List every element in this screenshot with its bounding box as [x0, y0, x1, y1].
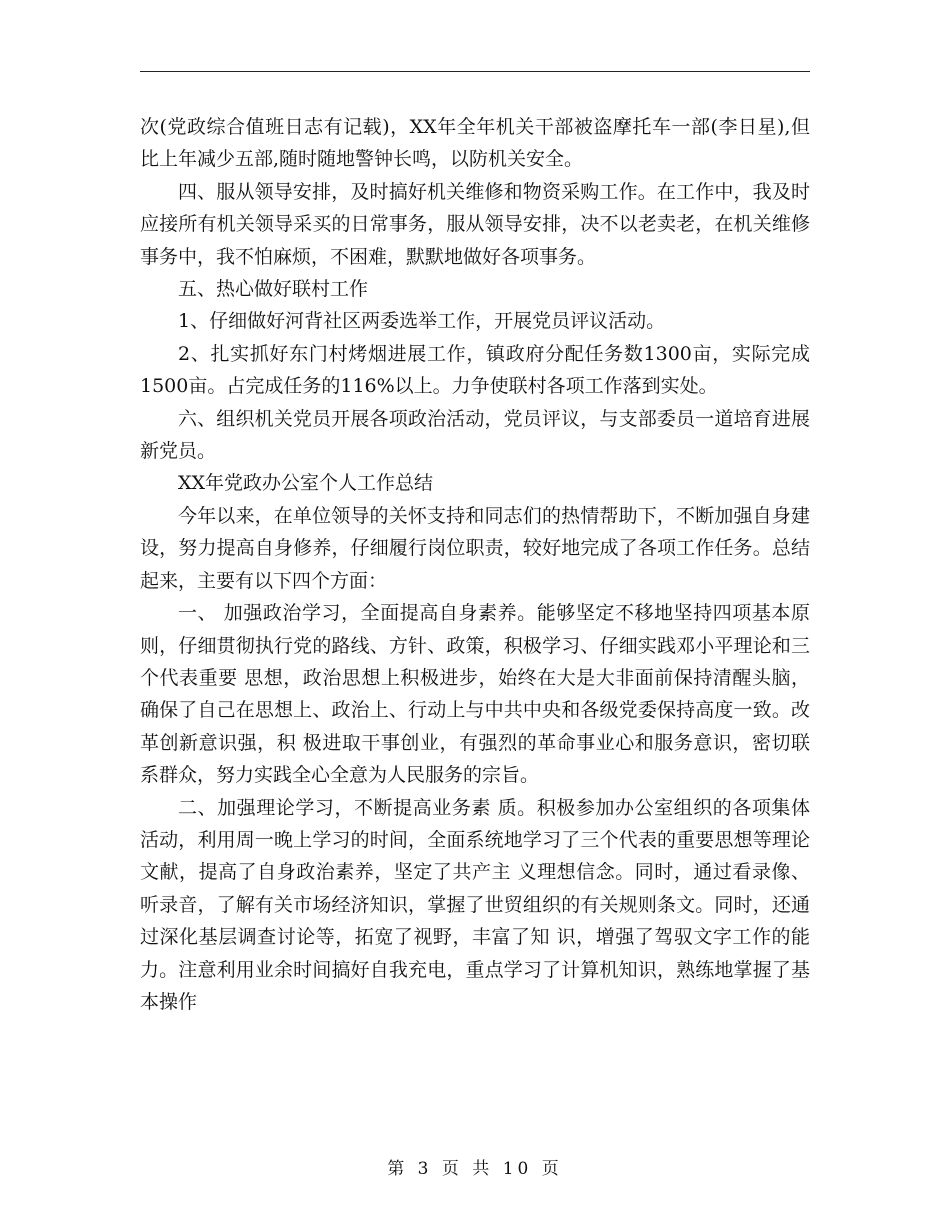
paragraph: 二、加强理论学习，不断提高业务素 质。积极参加办公室组织的各项集体活动，利用周一晚上学习的时间，全面系统地学习了三个代表的重要思想等理论文献，提高了自身政治素养，坚定了共产主 义理想信念。同时，通过看录像、听录音，了解有关市场经济知识，掌握了世贸组织的有关规则条文。同时，还通过深化基层调查讨论等，拓宽了视野，丰富了知 识，增强了驾驭文字工作的能力。注意利用业余时间搞好自我充电，重点学习了计算机知识，熟练地掌握了基本操作: [140, 796, 810, 1013]
paragraph: 今年以来，在单位领导的关怀支持和同志们的热情帮助下，不断加强自身建设，努力提高自身修养，仔细履行岗位职责，较好地完成了各项工作任务。总结起来，主要有以下四个方面：: [140, 504, 810, 592]
page-number: 第 3 页 共 10 页: [387, 1159, 563, 1179]
header-rule: [140, 71, 810, 72]
document-body: [140, 111, 810, 1018]
paragraph: 次(党政综合值班日志有记载)，XX年全年机关干部被盗摩托车一部(李日星),但比上年减少五部,随时随地警钟长鸣，以防机关安全。: [140, 116, 810, 171]
section-heading: 五、热心做好联村工作: [178, 278, 369, 301]
paragraph: 2、扎实抓好东门村烤烟进展工作，镇政府分配任务数1300亩，实际完成1500亩。占完成任务的116%以上。力争使联村各项工作落到实处。: [140, 342, 810, 398]
paragraph: 六、组织机关党员开展各项政治活动，党员评议，与支部委员一道培育进展新党员。: [140, 407, 810, 463]
article-title: XX年党政办公室个人工作总结: [178, 472, 434, 495]
paragraph: 1、仔细做好河背社区两委选举工作，开展党员评议活动。: [178, 310, 666, 333]
paragraph: 一、 加强政治学习，全面提高自身素养。能够坚定不移地坚持四项基本原则，仔细贯彻执行党的路线、方针、政策，积极学习、仔细实践邓小平理论和三个代表重要 思想，政治思想上积极进步，始终在大是大非面前保持清醒头脑，确保了自己在思想上、政治上、行动上与中共中央和各级党委保持高度一致。改革创新意识强，积 极进取干事创业，有强烈的革命事业心和服务意识，密切联系群众，努力实践全心全意为人民服务的宗旨。: [140, 602, 810, 787]
paragraph: 四、服从领导安排，及时搞好机关维修和物资采购工作。在工作中，我及时应接所有机关领导采买的日常事务，服从领导安排，决不以老卖老，在机关维修事务中，我不怕麻烦，不困难，默默地做好各项事务。: [140, 180, 810, 268]
